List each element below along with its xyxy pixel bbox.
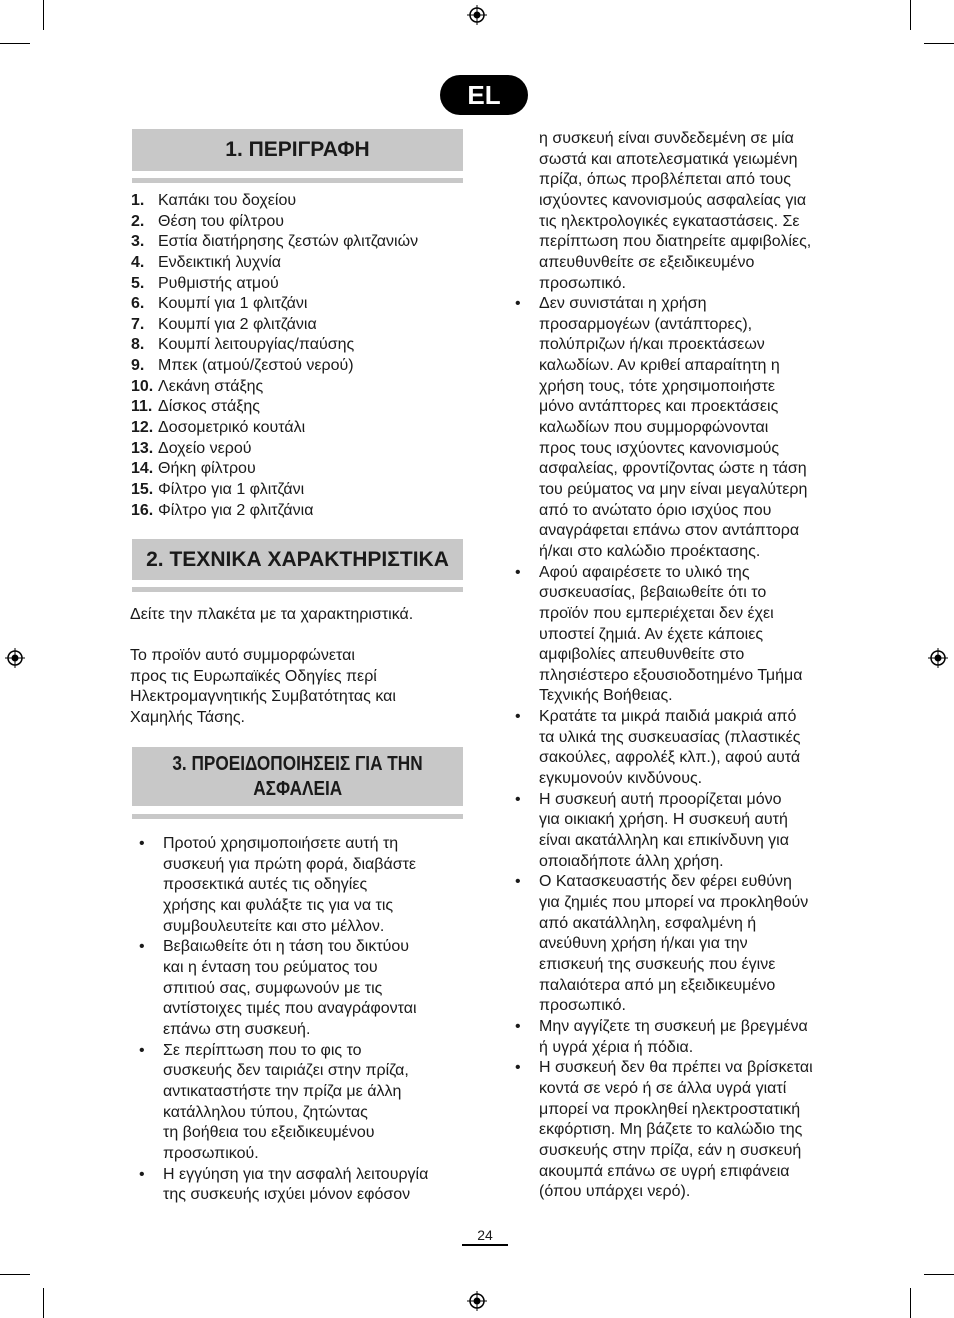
text-line: αντικαταστήστε την πρίζα με άλλη	[163, 1082, 402, 1100]
text-line: Το προϊόν αυτό συμμορφώνεται	[130, 647, 355, 664]
text-line: αμφιβολίες απευθυνθείτε στο	[539, 646, 745, 664]
list-item	[131, 439, 418, 460]
text-line: καλωδίων. Αν κριθεί απαραίτητη η	[539, 356, 780, 374]
text-line: Η συσκευή αυτή προορίζεται μόνο	[539, 790, 782, 808]
crop-mark	[910, 1288, 911, 1318]
text-line: η συσκευή είναι συνδεδεμένη σε μία	[539, 130, 794, 147]
page-number-rule	[462, 1244, 508, 1246]
list-item	[511, 1017, 856, 1058]
list-item	[131, 253, 418, 274]
item-number: 5.	[131, 274, 145, 292]
text-line: Χαμηλής Τάσης.	[130, 709, 245, 727]
text-line: περίπτωση που διατηρείτε αμφιβολίες,	[539, 233, 812, 251]
text-line: του ρεύματος να μην είναι μεγαλύτερη	[539, 480, 808, 498]
item-number: 12.	[131, 419, 154, 437]
text-line: μόνο αντάπτορες και προεκτάσεις	[539, 398, 779, 416]
text-line: (όπου υπάρχει νερό).	[539, 1183, 691, 1201]
item-number: 2.	[131, 212, 145, 230]
item-label: Φίλτρο για 1 φλιτζάνι	[158, 480, 305, 498]
item-number: 1.	[131, 192, 145, 209]
section-heading-description	[132, 129, 463, 171]
text-line: προσωπικού.	[163, 1144, 259, 1162]
text-line: και η ένταση του ρεύματος του	[163, 958, 378, 976]
item-number: 15.	[131, 480, 154, 498]
parts-list	[131, 191, 418, 521]
text-line: συσκευασίας, βεβαιωθείτε ότι το	[539, 584, 767, 602]
list-item	[511, 872, 856, 1017]
item-label: Θέση του φίλτρου	[158, 212, 284, 230]
section-title-line: ΑΣΦΑΛΕΙΑ	[253, 778, 342, 800]
item-number: 13.	[131, 439, 154, 457]
list-item	[135, 937, 470, 1040]
text-line: για οικιακή χρήση. Η συσκευή αυτή	[539, 811, 788, 829]
registration-mark-icon	[928, 648, 948, 668]
text-line: χρήσης και φυλάξτε τις για να τις	[163, 896, 394, 914]
safety-list-left	[135, 834, 470, 1206]
item-label: Κουμπί λειτουργίας/παύσης	[158, 336, 355, 354]
bullet-icon: •	[515, 708, 521, 726]
item-number: 11.	[131, 398, 153, 416]
item-label: Ενδεικτική λυχνία	[158, 253, 282, 271]
language-badge: EL	[440, 75, 528, 115]
bullet-icon: •	[515, 790, 521, 808]
list-item	[511, 1058, 856, 1203]
list-item	[131, 356, 418, 377]
bullet-icon: •	[515, 873, 521, 891]
text-line: εκφόρτιση. Μη βάζετε το καλώδιο της	[539, 1121, 803, 1139]
text-line: πρίζα, όπως προβλέπεται από τους	[539, 171, 791, 189]
section-heading-safety	[132, 747, 463, 806]
text-line: Η συσκευή δεν θα πρέπει να βρίσκεται	[539, 1059, 813, 1077]
list-item	[131, 232, 418, 253]
item-label: Λεκάνη στάξης	[158, 377, 264, 395]
list-item	[131, 397, 418, 418]
list-item	[135, 1165, 470, 1206]
text-line: τη βοήθεια του εξειδικευμένου	[163, 1124, 375, 1142]
bullet-icon: •	[515, 295, 521, 312]
text-line: Βεβαιωθείτε ότι η τάση του δικτύου	[163, 938, 410, 956]
text-line: προς τους ισχύοντες κανονισμούς	[539, 439, 780, 457]
text-line: συσκευή για πρώτη φορά, διαβάστε	[163, 855, 417, 873]
text-line: είναι ακατάλληλη και επικίνδυνη για	[539, 832, 789, 850]
text-line: κοντά σε νερό ή σε άλλα υγρά γιατί	[539, 1079, 787, 1097]
list-item	[131, 501, 418, 522]
item-label: Μπεκ (ατμού/ζεστού νερού)	[158, 357, 354, 375]
text-line: εγκυμονούν κινδύνους.	[539, 770, 703, 788]
text-line: προς τις Ευρωπαϊκές Οδηγίες περί	[130, 667, 377, 685]
text-line: σωστά και αποτελεσματικά γειωμένη	[539, 150, 798, 168]
registration-mark-icon	[467, 1291, 487, 1311]
text-line: Η εγγύηση για την ασφαλή λειτουργία	[163, 1165, 429, 1183]
list-item	[135, 1041, 470, 1165]
list-item	[135, 834, 470, 937]
list-item	[131, 294, 418, 315]
item-number: 10.	[131, 377, 154, 395]
bullet-icon: •	[139, 1041, 145, 1059]
item-label: Δίσκος στάξης	[158, 398, 260, 416]
item-number: 14.	[131, 460, 154, 478]
text-line: οποιαδήποτε άλλη χρήση.	[539, 852, 724, 870]
text-line: της συσκευής ισχύει μόνον εφόσον	[163, 1186, 411, 1204]
item-number: 8.	[131, 336, 145, 354]
text-line: πολύπριζων ή/και προεκτάσεων	[539, 336, 765, 354]
list-item	[131, 274, 418, 295]
text-line: χρήση τους, τότε χρησιμοποιήστε	[539, 377, 776, 395]
text-line: προσαρμογέων (αντάπτορες),	[539, 315, 753, 333]
section-heading-technical	[132, 539, 463, 580]
text-line: συσκευής στην πρίζα, εάν η συσκευή	[539, 1141, 802, 1159]
text-line: προσωπικό.	[539, 997, 626, 1015]
item-number: 7.	[131, 315, 145, 333]
bullet-icon: •	[139, 938, 145, 956]
registration-mark-icon	[5, 648, 25, 668]
safety-list-right	[511, 294, 856, 1203]
text-line: πλησιέστερο εξουσιοδοτημένο Τμήμα	[539, 666, 803, 684]
item-label: Δοχείο νερού	[158, 439, 252, 457]
text-line: ανεύθυνη χρήση ή/και για την	[539, 935, 748, 953]
text-line: ισχύοντες κανονισμούς ασφαλείας για	[539, 191, 807, 209]
text-line: Ο Κατασκευαστής δεν φέρει ευθύνη	[539, 873, 792, 891]
list-item	[131, 480, 418, 501]
list-item	[131, 459, 418, 480]
text-line: αναγράφεται επάνω στον αντάπτορα	[539, 522, 800, 540]
text-line: τις ηλεκτρολογικές εγκαταστάσεις. Σε	[539, 212, 800, 230]
safety-continuation	[539, 129, 869, 294]
list-item	[131, 212, 418, 233]
text-line: απευθυνθείτε σε εξειδικευμένο	[539, 253, 755, 271]
item-label: Κουμπί για 2 φλιτζάνια	[158, 315, 317, 333]
text-line: προσωπικό.	[539, 274, 626, 292]
section-divider	[132, 178, 463, 183]
list-item	[511, 790, 856, 873]
crop-mark	[0, 1274, 30, 1275]
compliance-note	[130, 646, 396, 729]
bullet-icon: •	[515, 563, 521, 581]
crop-mark	[43, 1288, 44, 1318]
rating-plate-note: Δείτε την πλακέτα με τα χαρακτηριστικά.	[130, 606, 414, 623]
crop-mark	[43, 0, 44, 30]
text-line: ασφαλείας, φροντίζοντας ώστε η τάση	[539, 460, 807, 478]
list-item	[131, 315, 418, 336]
bullet-icon: •	[515, 1017, 521, 1035]
text-line: από το ανώτατο όριο ισχύος που	[539, 501, 772, 519]
text-line: Προτού χρησιμοποιήσετε αυτή τη	[163, 835, 399, 852]
crop-mark	[0, 43, 30, 44]
bullet-icon: •	[515, 1059, 521, 1077]
item-label: Κουμπί για 1 φλιτζάνι	[158, 295, 308, 313]
text-line: προσεκτικά αυτές τις οδηγίες	[163, 876, 368, 894]
item-number: 6.	[131, 295, 145, 313]
text-line: ή υγρά χέρια ή πόδια.	[539, 1038, 694, 1056]
text-line: για ζημιές που μπορεί να προκληθούν	[539, 894, 809, 912]
section-title-line: 3. ΠΡΟΕΙΔΟΠΟΙΗΣΕΙΣ ΓΙΑ ΤΗΝ	[172, 753, 423, 775]
crop-mark	[924, 1274, 954, 1275]
item-label: Δοσομετρικό κουτάλι	[158, 419, 306, 437]
text-line: παλαιότερα από μη εξειδικευμένο	[539, 976, 776, 994]
text-line: υποστεί ζημιά. Αν έχετε κάποιες	[539, 625, 764, 643]
section-divider	[132, 587, 463, 592]
item-label: Φίλτρο για 2 φλιτζάνια	[158, 501, 314, 519]
item-label: Ρυθμιστής ατμού	[158, 274, 279, 292]
text-line: καλωδίων που συμμορφώνονται	[539, 418, 769, 436]
item-label: Καπάκι του δοχείου	[158, 192, 297, 209]
item-number: 3.	[131, 233, 145, 251]
text-line: Μην αγγίζετε τη συσκευή με βρεγμένα	[539, 1017, 808, 1035]
section-divider	[132, 814, 463, 819]
text-line: συμβουλευτείτε και στο μέλλον.	[163, 917, 385, 935]
text-line: Τεχνικής Βοήθειας.	[539, 687, 673, 705]
crop-mark	[910, 0, 911, 30]
item-label: Εστία διατήρησης ζεστών φλιτζανιών	[158, 233, 419, 251]
crop-mark	[924, 43, 954, 44]
list-item	[131, 418, 418, 439]
list-item	[131, 377, 418, 398]
list-item	[131, 335, 418, 356]
list-item	[511, 563, 856, 708]
list-item	[511, 294, 856, 563]
section-title: 2. ΤΕΧΝΙΚΑ ΧΑΡΑΚΤΗΡΙΣΤΙΚΑ	[146, 548, 449, 571]
text-line: προϊόν που εμπεριέχεται δεν έχει	[539, 604, 774, 622]
text-line: επισκευή της συσκευής που έγινε	[539, 956, 776, 973]
section-title: 1. ΠΕΡΙΓΡΑΦΗ	[225, 138, 370, 161]
text-line: Ηλεκτρομαγνητικής Συμβατότητας και	[130, 688, 396, 706]
page-number: 24	[477, 1227, 493, 1243]
item-label: Θήκη φίλτρου	[158, 460, 256, 478]
text-line: από ακατάλληλη, εσφαλμένη ή	[539, 914, 757, 932]
registration-mark-icon	[467, 5, 487, 25]
text-line: Σε περίπτωση που το φις το	[163, 1041, 362, 1059]
item-number: 9.	[131, 357, 145, 375]
item-number: 4.	[131, 253, 145, 271]
text-line: Δεν συνιστάται η χρήση	[539, 295, 707, 312]
text-line: σπιτιού σας, συμφωνούν με τις	[163, 979, 383, 997]
text-line: Κρατάτε τα μικρά παιδιά μακριά από	[539, 708, 797, 726]
bullet-icon: •	[139, 1165, 145, 1183]
text-line: ακουμπά επάνω σε υγρή επιφάνεια	[539, 1162, 790, 1180]
text-line: ή/και στο καλώδιο προέκτασης.	[539, 542, 761, 560]
bullet-icon: •	[139, 835, 145, 852]
text-line: μπορεί να προκληθεί ηλεκτροστατική	[539, 1100, 801, 1118]
text-line: Αφού αφαιρέσετε το υλικό της	[539, 563, 750, 581]
text-line: σακούλες, αφρολέξ κλπ.), αφού αυτά	[539, 749, 801, 767]
list-item	[511, 707, 856, 790]
item-number: 16.	[131, 501, 154, 519]
text-line: επάνω στη συσκευή.	[163, 1020, 311, 1038]
text-line: τα υλικά της συσκευασίας (πλαστικές	[539, 728, 801, 746]
list-item	[131, 191, 418, 212]
text-line: αντίστοιχες τιμές που αναγράφονται	[163, 1000, 417, 1018]
text-line: κατάλληλου τύπου, ζητώντας	[163, 1103, 368, 1121]
text-line: συσκευής δεν ταιριάζει στην πρίζα,	[163, 1062, 409, 1080]
